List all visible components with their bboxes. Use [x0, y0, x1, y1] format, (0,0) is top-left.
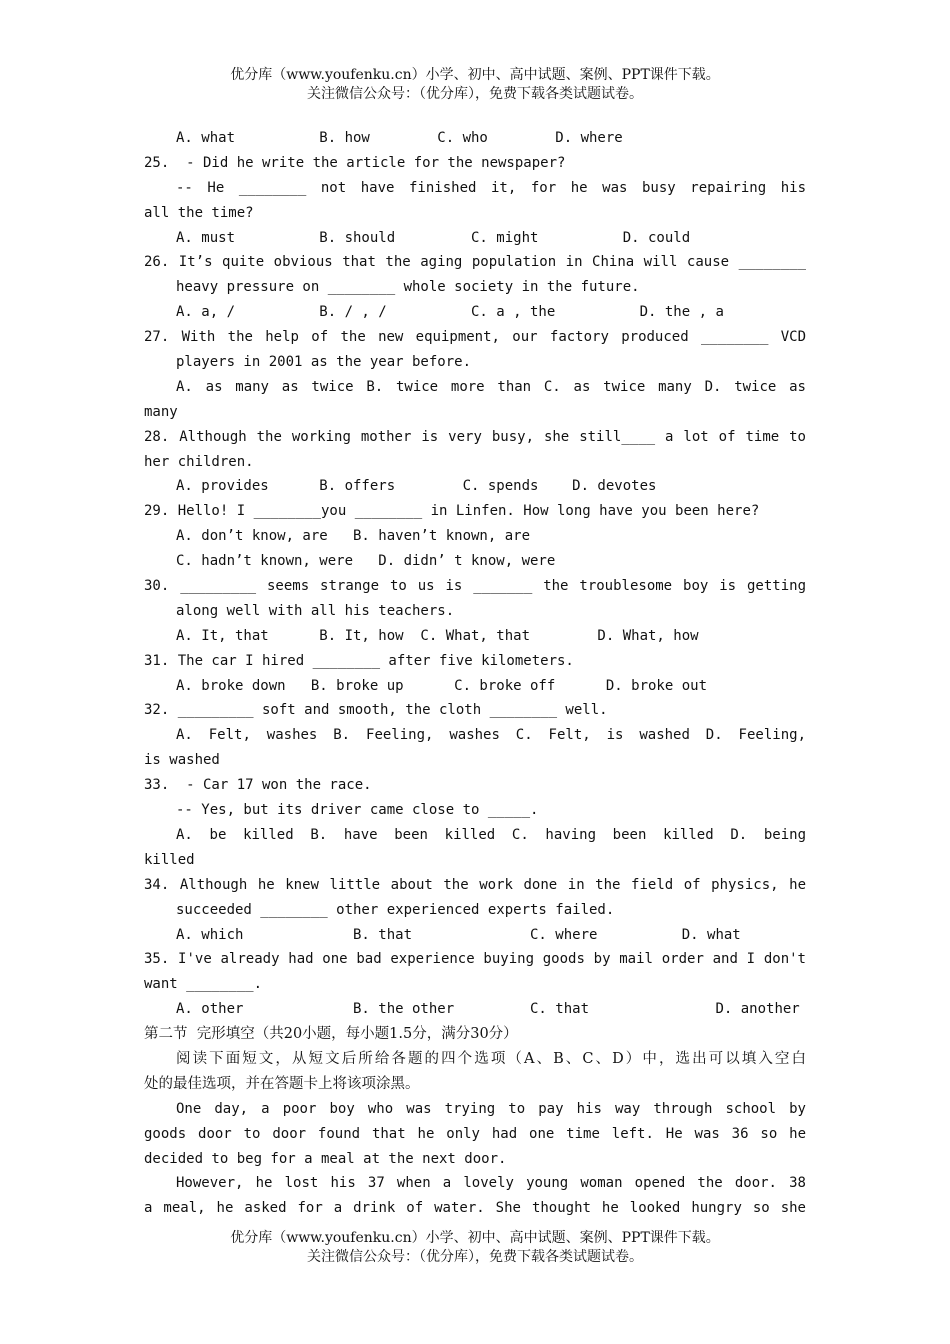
- text-line: -- Yes, but its driver came close to _____.: [176, 802, 539, 819]
- text-line: A. what B. how C. who D. where: [176, 130, 623, 146]
- text-line: 31. The car I hired ________ after five kilometers.: [144, 652, 574, 669]
- text-line: 32. _________ soft and smooth, the cloth ________ well.: [144, 702, 608, 719]
- text-line: A. as many as twice B. twice more than C. as twice many D. twice as: [176, 378, 806, 395]
- text-line: players in 2001 as the year before.: [176, 354, 472, 371]
- text-line: 25. - Did he write the article for the newspaper?: [144, 154, 566, 171]
- footer-line-2: 关注微信公众号：（优分库），免费下载各类试题试卷。: [307, 1249, 643, 1265]
- text-line: 26. It’s quite obvious that the aging population in China will cause ________: [144, 254, 806, 271]
- text-line: many: [144, 403, 178, 420]
- text-line: A. other B. the other C. that D. another: [176, 1001, 800, 1018]
- text-line: 30. _________ seems strange to us is _______ the troublesome boy is getting: [144, 578, 806, 595]
- text-line: along well with all his teachers.: [176, 602, 455, 619]
- document-body: [144, 126, 806, 1221]
- header-line-2: 关注微信公众号：（优分库），免费下载各类试题试卷。: [307, 86, 643, 102]
- text-line: want ________.: [144, 976, 263, 993]
- text-line: However, he lost his 37 when a lovely young woman opened the door. 38: [176, 1175, 806, 1192]
- text-line: A. broke down B. broke up C. broke off D. broke out: [176, 677, 708, 694]
- text-line: 35. I've already had one bad experience buying goods by mail order and I don't: [144, 951, 806, 968]
- text-line: A. be killed B. have been killed C. having been killed D. being: [176, 826, 806, 843]
- text-line: 第二节 完形填空（共20小题，每小题1.5分，满分30分）: [144, 1026, 518, 1043]
- text-line: all the time?: [144, 204, 254, 221]
- page-footer: [0, 1229, 950, 1267]
- text-line: 28. Although the working mother is very busy, she still____ a lot of time to: [144, 428, 806, 445]
- text-line: A. don’t know, are B. haven’t known, are: [176, 528, 531, 545]
- text-line: A. provides B. offers C. spends D. devotes: [176, 478, 657, 495]
- text-line: is washed: [144, 752, 220, 769]
- text-line: killed: [144, 851, 195, 868]
- text-line: goods door to door found that he only had one time left. He was 36 so he: [144, 1125, 806, 1142]
- text-line: decided to beg for a meal at the next door.: [144, 1150, 507, 1167]
- text-line: C. hadn’t known, were D. didn’ t know, were: [176, 553, 556, 570]
- text-line: 27. With the help of the new equipment, our factory produced ________ VCD: [144, 329, 806, 346]
- text-line: her children.: [144, 453, 254, 470]
- text-line: heavy pressure on ________ whole society in the future.: [176, 279, 640, 296]
- text-line: 33. - Car 17 won the race.: [144, 777, 372, 794]
- text-line: A. Felt, washes B. Feeling, washes C. Felt, is washed D. Feeling,: [176, 727, 806, 744]
- text-line: A. must B. should C. might D. could: [176, 229, 691, 246]
- text-line: One day, a poor boy who was trying to pay his way through school by: [176, 1100, 806, 1117]
- footer-line-1: 优分库（www.youfenku.cn）小学、初中、高中试题、案例、PPT课件下载。: [230, 1230, 720, 1246]
- page-header: [0, 66, 950, 104]
- text-line: A. which B. that C. where D. what: [176, 926, 741, 943]
- text-line: A. It, that B. It, how C. What, that D. What, how: [176, 627, 699, 644]
- header-line-1: 优分库（www.youfenku.cn）小学、初中、高中试题、案例、PPT课件下载。: [230, 67, 720, 83]
- text-line: 处的最佳选项，并在答题卡上将该项涂黑。: [144, 1075, 420, 1092]
- text-line: -- He ________ not have finished it, for he was busy repairing his: [176, 179, 806, 196]
- text-line: succeeded ________ other experienced experts failed.: [176, 901, 615, 918]
- text-line: 34. Although he knew little about the work done in the field of physics, he: [144, 876, 806, 893]
- text-line: A. a, / B. / , / C. a , the D. the , a: [176, 304, 724, 321]
- text-line: 阅读下面短文，从短文后所给各题的四个选项（A、B、C、D）中，选出可以填入空白: [176, 1050, 806, 1067]
- text-line: 29. Hello! I ________you ________ in Linfen. How long have you been here?: [144, 503, 760, 520]
- text-line: a meal, he asked for a drink of water. She thought he looked hungry so she: [144, 1200, 806, 1217]
